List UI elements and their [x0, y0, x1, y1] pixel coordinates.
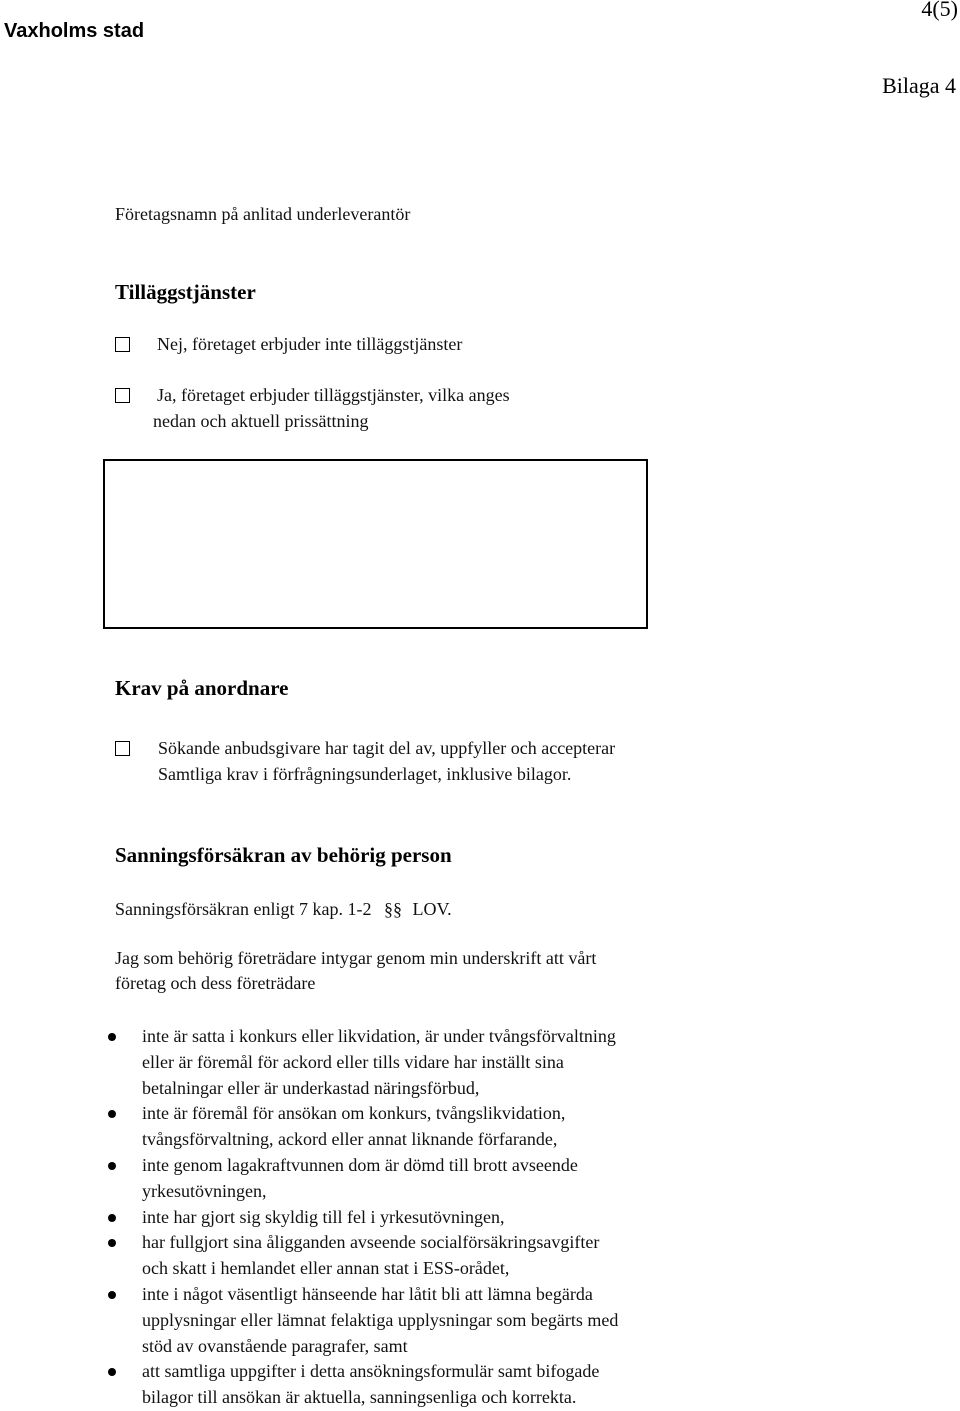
- yes-additional-services-label-line2: nedan och aktuell prissättning: [153, 411, 369, 431]
- list-item-line: inte i något väsentligt hänseende har låtit bli att lämna begärda: [142, 1283, 593, 1304]
- list-item: [108, 1359, 748, 1411]
- list-item: [108, 1282, 748, 1359]
- list-item-line: har fullgjort sina åligganden avseende socialförsäkringsavgifter: [142, 1232, 600, 1253]
- list-item-line: inte är föremål för ansökan om konkurs, tvångslikvidation,: [142, 1103, 566, 1124]
- organization-name: Vaxholms stad: [4, 20, 145, 42]
- organizer-requirements-label-line2: Samtliga krav i förfrågningsunderlaget, inklusive bilagor.: [158, 764, 572, 784]
- list-item-line: eller är föremål för ackord eller tills vidare har inställt sina: [142, 1051, 564, 1072]
- list-item-line: yrkesutövningen,: [142, 1180, 267, 1201]
- affidavit-conditions-list: [108, 1024, 748, 1411]
- no-additional-services-checkbox[interactable]: [115, 337, 130, 352]
- no-additional-services-label: Nej, företaget erbjuder inte tilläggstjänster: [157, 334, 463, 354]
- bullet-icon: [108, 1239, 116, 1247]
- organizer-requirements-heading: Krav på anordnare: [115, 676, 289, 700]
- legal-reference-suffix: LOV.: [412, 899, 452, 919]
- affidavit-intro-line2: företag och dess företrädare: [115, 973, 316, 993]
- bullet-icon: [108, 1033, 116, 1041]
- list-item-line: stöd av ovanstående paragrafer, samt: [142, 1335, 408, 1356]
- organizer-requirements-checkbox[interactable]: [115, 741, 130, 756]
- list-item: [108, 1153, 748, 1205]
- list-item-line: att samtliga uppgifter i detta ansökningsformulär samt bifogade: [142, 1361, 600, 1382]
- list-item: [108, 1230, 748, 1282]
- list-item: [108, 1024, 748, 1101]
- additional-services-heading: Tilläggstjänster: [115, 280, 256, 304]
- section-sign: §: [383, 899, 393, 919]
- list-item-line: betalningar eller är underkastad näringsförbud,: [142, 1077, 480, 1098]
- list-item-line: och skatt i hemlandet eller annan stat i ESS-orådet,: [142, 1258, 510, 1279]
- bullet-icon: [108, 1214, 116, 1222]
- list-item-line: inte är satta i konkurs eller likvidation, är under tvångsförvaltning: [142, 1026, 616, 1046]
- appendix-label: Bilaga 4: [882, 73, 956, 98]
- list-item: [108, 1101, 748, 1153]
- list-item-line: inte har gjort sig skyldig till fel i yrkesutövningen,: [142, 1206, 505, 1227]
- section-sign: §: [392, 899, 402, 919]
- organizer-requirements-label-line1: Sökande anbudsgivare har tagit del av, uppfyller och accepterar: [158, 738, 616, 758]
- list-item-line: tvångsförvaltning, ackord eller annat liknande förfarande,: [142, 1129, 558, 1150]
- bullet-icon: [108, 1291, 116, 1299]
- bullet-icon: [108, 1110, 116, 1118]
- company-name-label: Företagsnamn på anlitad underleverantör: [115, 204, 411, 224]
- page-number: 4(5): [921, 0, 958, 21]
- list-item-line: upplysningar eller lämnat felaktiga upplysningar som begärts med: [142, 1309, 619, 1330]
- list-item-line: bilagor till ansökan är aktuella, sanningsenliga och korrekta.: [142, 1387, 577, 1408]
- bullet-icon: [108, 1162, 116, 1170]
- list-item-line: inte genom lagakraftvunnen dom är dömd till brott avseende: [142, 1154, 578, 1175]
- additional-services-text-box[interactable]: [103, 459, 648, 629]
- affidavit-heading: Sanningsförsäkran av behörig person: [115, 843, 452, 867]
- yes-additional-services-checkbox[interactable]: [115, 388, 130, 403]
- bullet-icon: [108, 1368, 116, 1376]
- legal-reference: [115, 899, 452, 920]
- legal-reference-prefix: Sanningsförsäkran enligt 7 kap. 1-2: [115, 899, 372, 919]
- yes-additional-services-label-line1: Ja, företaget erbjuder tilläggstjänster, vilka anges: [157, 385, 510, 405]
- affidavit-intro-line1: Jag som behörig företrädare intygar genom min underskrift att vårt: [115, 948, 597, 968]
- list-item: [108, 1205, 748, 1231]
